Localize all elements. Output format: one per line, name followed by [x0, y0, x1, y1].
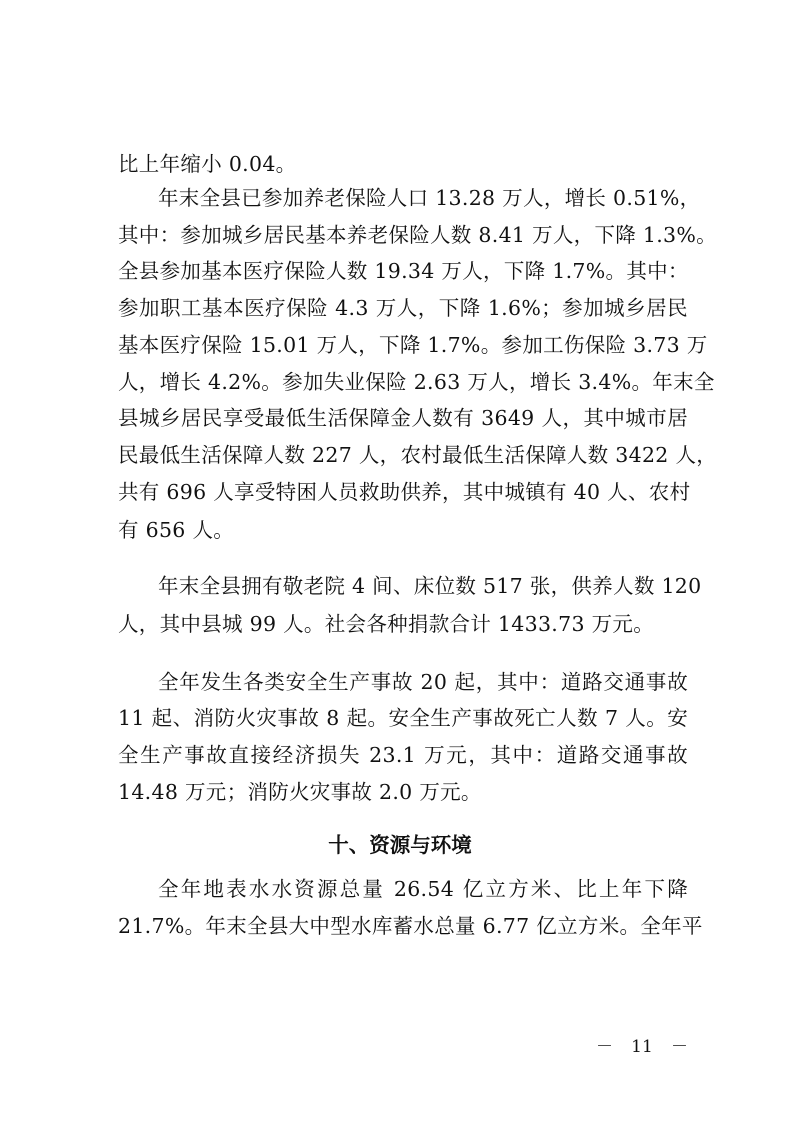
paragraph-2-line-8: 民最低生活保障人数 227 人，农村最低生活保障人数 3422 人， — [118, 443, 718, 467]
paragraph-4-line-4: 14.48 万元；消防火灾事故 2.0 万元。 — [118, 780, 482, 804]
paragraph-2-line-9: 共有 696 人享受特困人员救助供养，其中城镇有 40 人、农村 — [118, 480, 691, 504]
paragraph-4-line-2: 11 起、消防火灾事故 8 起。安全生产事故死亡人数 7 人。安 — [118, 706, 688, 730]
paragraph-2-line-5: 基本医疗保险 15.01 万人，下降 1.7%。参加工伤保险 3.73 万 — [118, 333, 708, 357]
paragraph-1-line-1: 比上年缩小 0.04。 — [118, 152, 297, 176]
page-number-dash-left: － — [596, 1037, 613, 1057]
page-number-dash-right: － — [670, 1037, 688, 1057]
paragraph-2-line-4: 参加职工基本医疗保险 4.3 万人，下降 1.6%；参加城乡居民 — [118, 296, 688, 320]
paragraph-4-line-1: 全年发生各类安全生产事故 20 起，其中：道路交通事故 — [158, 670, 688, 694]
paragraph-2-line-7: 县城乡居民享受最低生活保障金人数有 3649 人，其中城市居 — [118, 406, 688, 430]
paragraph-2-line-6: 人，增长 4.2%。参加失业保险 2.63 万人，增长 3.4%。年末全 — [118, 370, 715, 394]
paragraph-3-line-2: 人，其中县城 99 人。社会各种捐款合计 1433.73 万元。 — [118, 612, 655, 636]
paragraph-2-line-1: 年末全县已参加养老保险人口 13.28 万人，增长 0.51%， — [158, 186, 701, 210]
page-number-footer — [596, 1036, 688, 1058]
paragraph-2-line-10: 有 656 人。 — [118, 518, 235, 542]
paragraph-3-line-1: 年末全县拥有敬老院 4 间、床位数 517 张，供养人数 120 — [158, 574, 702, 598]
paragraph-5-line-1: 全年地表水水资源总量 26.54 亿立方米、比上年下降 — [158, 877, 688, 901]
paragraph-5-line-2: 21.7%。年末全县大中型水库蓄水总量 6.77 亿立方米。全年平 — [118, 914, 703, 938]
page-number: 11 — [631, 1037, 653, 1057]
paragraph-2-line-2: 其中：参加城乡居民基本养老保险人数 8.41 万人，下降 1.3%。 — [118, 223, 717, 247]
section-heading: 十、资源与环境 — [328, 833, 472, 857]
paragraph-2-line-3: 全县参加基本医疗保险人数 19.34 万人，下降 1.7%。其中： — [118, 259, 689, 283]
paragraph-4-line-3: 全生产事故直接经济损失 23.1 万元，其中：道路交通事故 — [118, 743, 688, 767]
